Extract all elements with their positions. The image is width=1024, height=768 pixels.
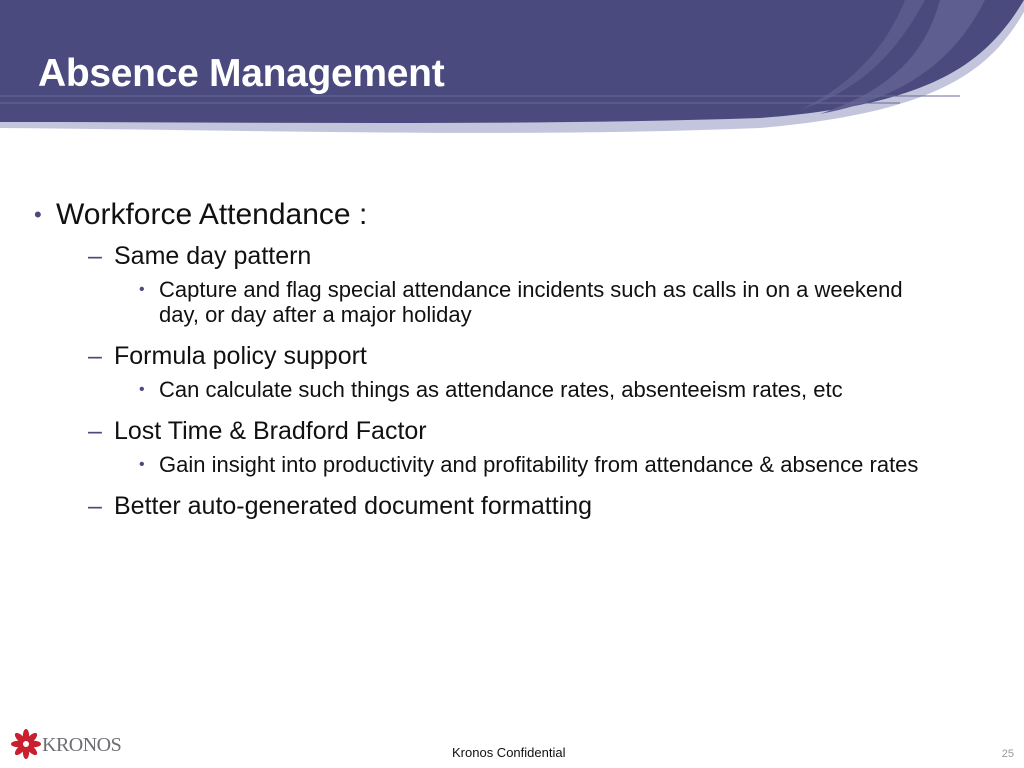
kronos-mark-icon: [11, 729, 41, 759]
dash-icon: –: [88, 242, 102, 270]
bullet-icon: •: [139, 281, 145, 298]
bullet-text: Formula policy support: [114, 342, 367, 370]
bullet-icon: •: [139, 456, 145, 473]
dash-icon: –: [88, 342, 102, 370]
bullet-item-level2: [0, 414, 1000, 448]
dash-icon: –: [88, 417, 102, 445]
bullet-text: Same day pattern: [114, 242, 312, 270]
bullet-item-level2: [0, 239, 1000, 273]
kronos-wordmark: KRONOS: [42, 734, 122, 756]
bullet-item-level2: [0, 489, 1000, 523]
bullet-text: Better auto-generated document formatting: [114, 492, 593, 520]
bullet-icon: •: [139, 381, 145, 398]
bullet-text: Can calculate such things as attendance rates, absenteeism rates, etc: [159, 377, 843, 402]
bullet-item-level2: [0, 339, 1000, 373]
bullet-text: Workforce Attendance :: [56, 198, 368, 231]
dash-icon: –: [88, 492, 102, 520]
bullet-item-level3: [0, 452, 1000, 477]
bullet-item-level1: [0, 195, 1000, 235]
bullet-text: Capture and flag special attendance incidents such as calls in on a weekend day, or day after a major holiday: [159, 277, 903, 327]
bullet-text: Gain insight into productivity and profitability from attendance & absence rates: [159, 452, 919, 477]
bullet-list: [0, 195, 1000, 527]
kronos-logo: [10, 724, 150, 764]
slide-title: Absence Management: [38, 52, 445, 95]
bullet-item-level3: [0, 377, 1000, 402]
bullet-item-level3: [0, 277, 1000, 327]
bullet-icon: •: [34, 202, 42, 227]
confidential-label: Kronos Confidential: [452, 745, 566, 760]
page-number: 25: [1001, 748, 1014, 760]
bullet-text: Lost Time & Bradford Factor: [114, 417, 427, 445]
